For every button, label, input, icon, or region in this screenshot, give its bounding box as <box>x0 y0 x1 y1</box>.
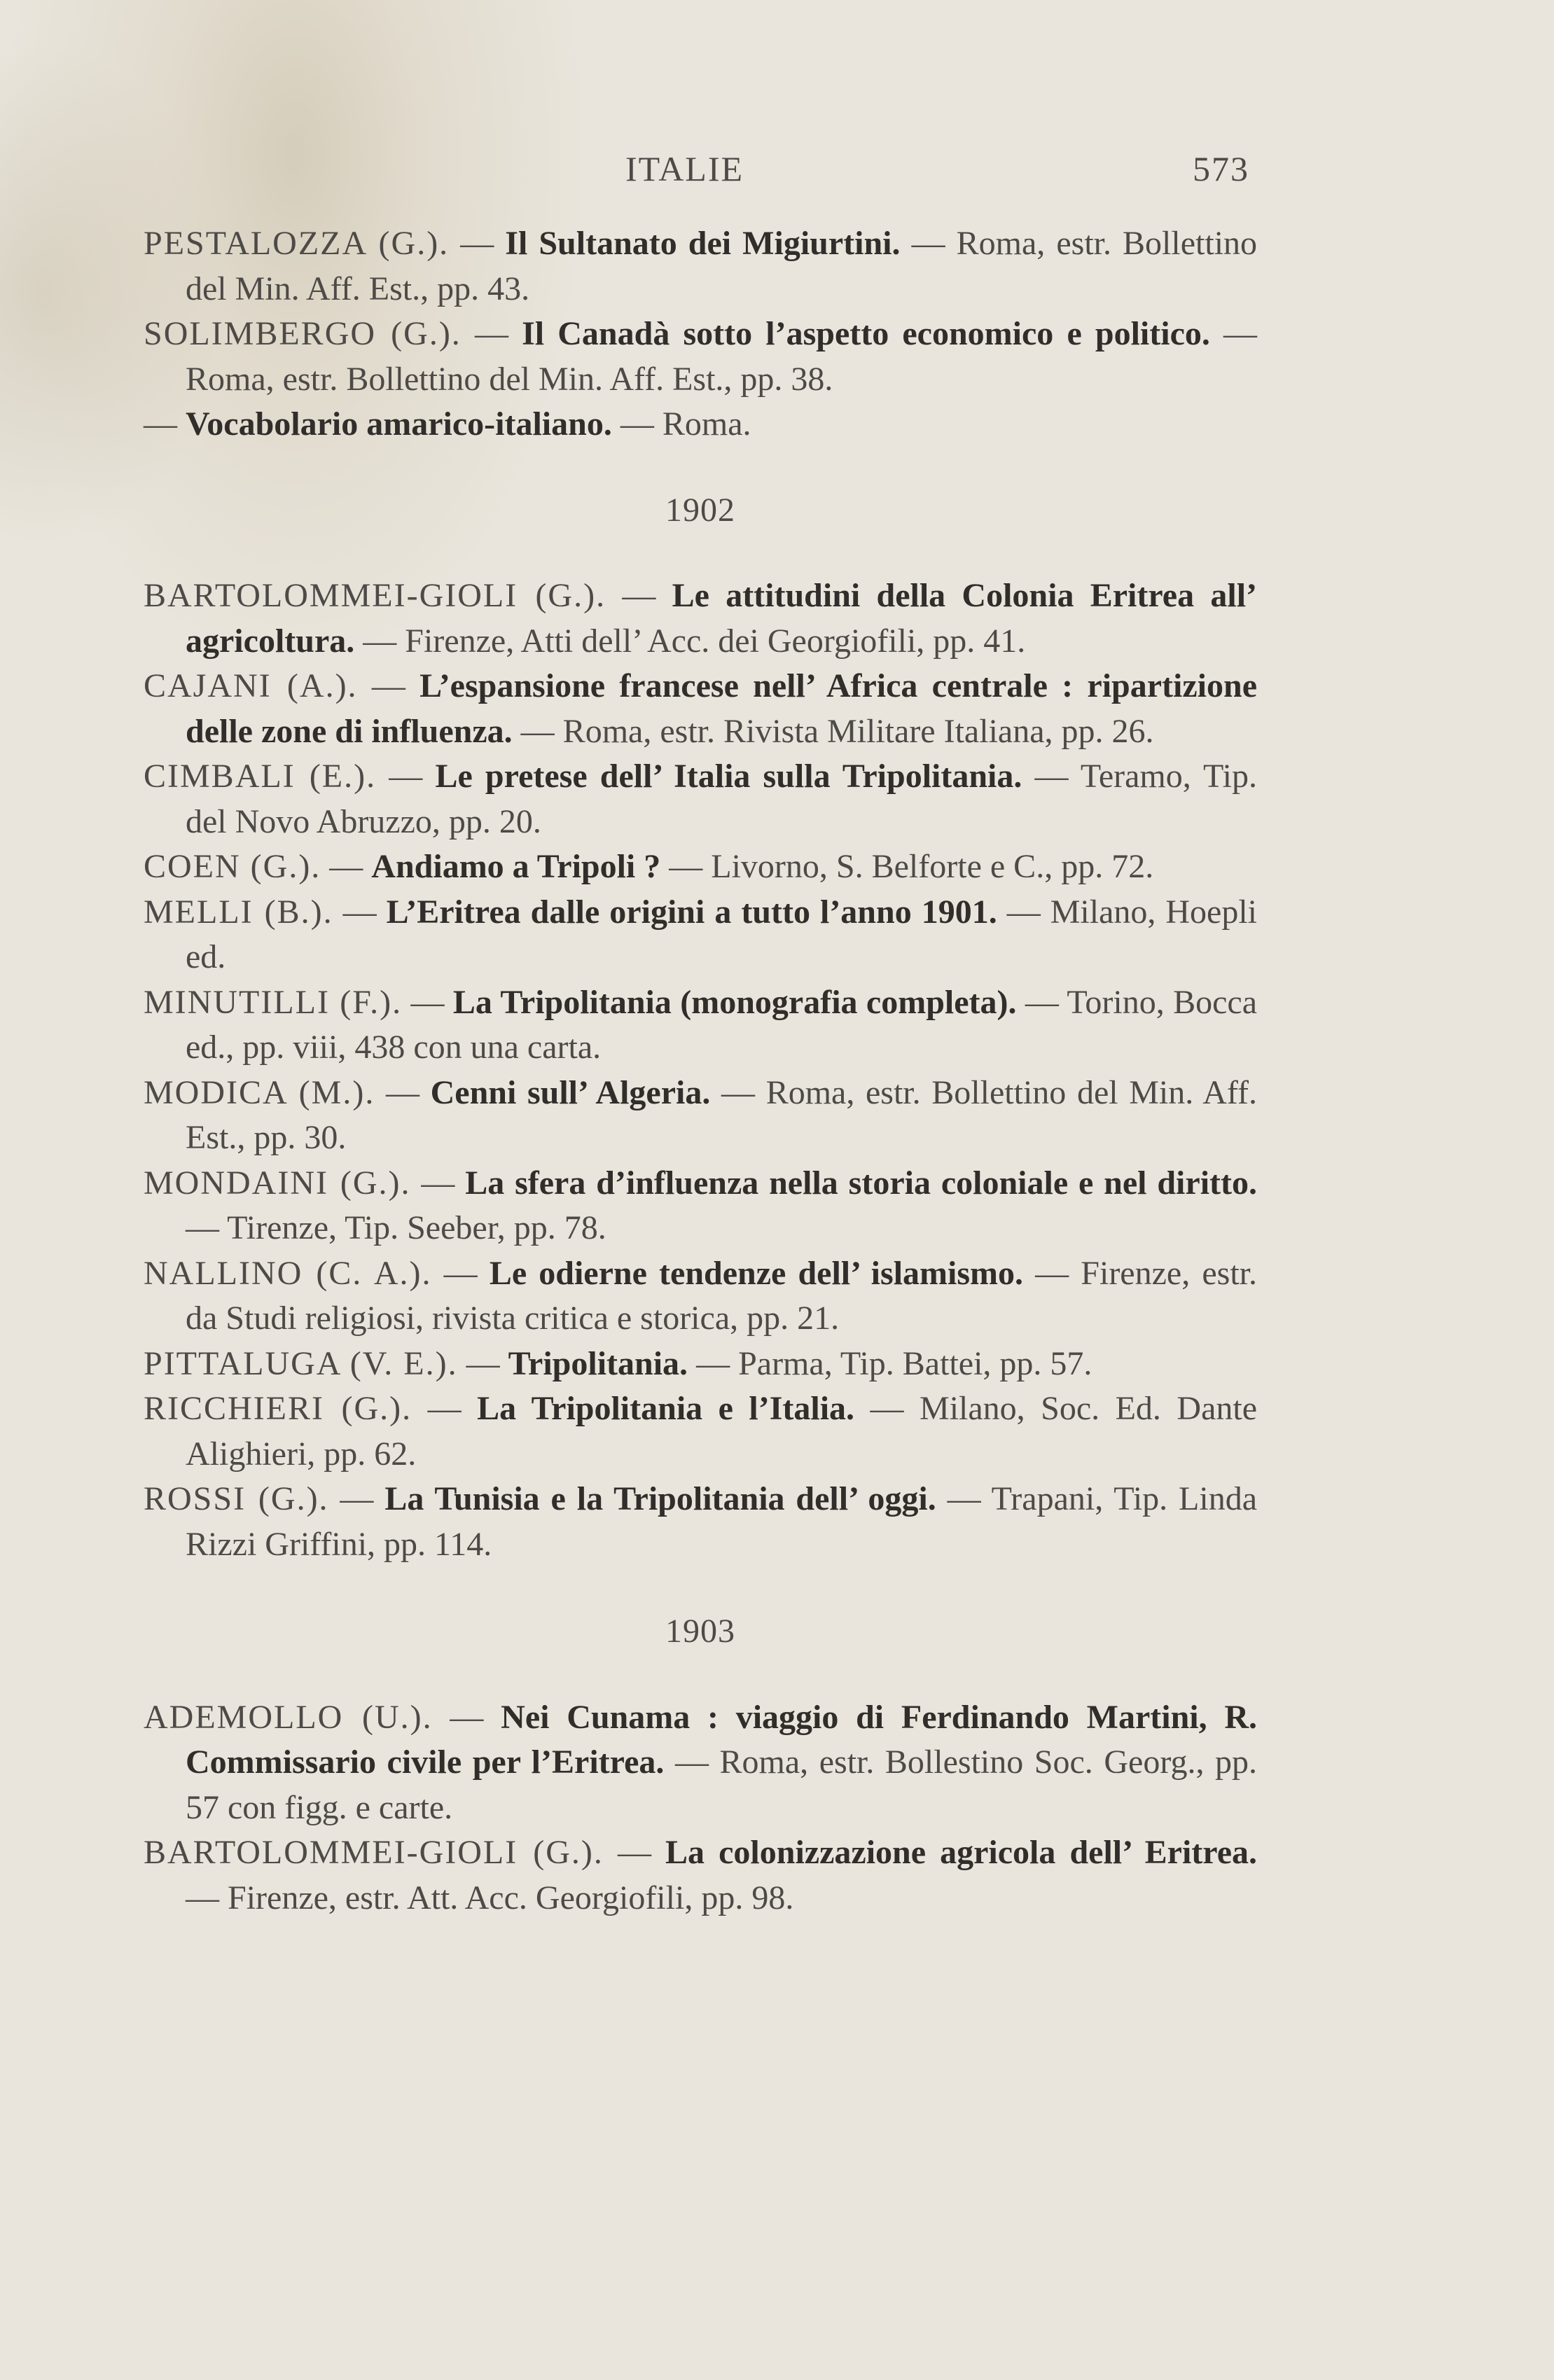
entry-publication: Firenze, estr. da Studi religiosi, rivista critica e storica, pp. 21. <box>186 1254 1257 1337</box>
bib-entry <box>144 754 1257 844</box>
entry-publication: Roma, estr. Bollettino del Min. Aff. Est., pp. 43. <box>186 225 1258 307</box>
entry-author: PESTALOZZA (G.). <box>144 225 450 262</box>
entry-title: La sfera d’influenza nella storia coloniale e nel diritto. <box>465 1164 1258 1202</box>
entry-dash: — <box>186 1209 228 1246</box>
entry-title: La colonizzazione agricola dell’ Eritrea. <box>665 1834 1258 1871</box>
bib-entry <box>144 1342 1257 1387</box>
entry-dash: — <box>328 1480 385 1517</box>
entry-author: MINUTILLI (F.). <box>144 983 403 1021</box>
bib-entry <box>144 664 1257 754</box>
entry-publication: Firenze, estr. Att. Acc. Georgiofili, pp. 98. <box>228 1879 794 1916</box>
entry-dash: — <box>410 1164 466 1202</box>
entry-dash: — <box>431 1254 490 1292</box>
entry-author: MELLI (B.). <box>144 893 333 931</box>
entry-publication: Roma, estr. Bollettino del Min. Aff. Est., pp. 30. <box>186 1073 1258 1156</box>
entry-dash: — <box>606 577 672 614</box>
entry-dash: — <box>997 893 1050 931</box>
entry-author: MONDAINI (G.). <box>144 1164 411 1202</box>
entry-title: La Tunisia e la Tripolitania dell’ oggi. <box>384 1480 936 1517</box>
entry-dash: — <box>688 1344 739 1382</box>
entry-publication: Livorno, S. Belforte e C., pp. 72. <box>711 848 1154 885</box>
bib-entry <box>144 844 1257 890</box>
entry-title: Tripolitania. <box>508 1344 688 1382</box>
bib-entry <box>144 980 1257 1071</box>
entry-title: Nei Cunama : viaggio di Ferdinando Martini, R. Commissario civile per l’Eritrea. <box>186 1698 1258 1781</box>
entry-dash: — <box>900 225 957 262</box>
entry-dash: — <box>1209 315 1258 352</box>
entry-dash: — <box>333 893 387 931</box>
entry-publication: Milano, Soc. Ed. Dante Alighieri, pp. 62. <box>186 1390 1258 1473</box>
entry-dash: — <box>611 405 662 443</box>
entry-publication: Trapani, Tip. Linda Rizzi Griffini, pp. 114. <box>186 1480 1258 1563</box>
entry-author: NALLINO (C. A.). <box>144 1254 432 1292</box>
entry-title: La Tripolitania e l’Italia. <box>477 1390 855 1427</box>
entry-publication: Roma. <box>662 405 751 443</box>
entry-author: CIMBALI (E.). <box>144 758 377 795</box>
entry-dash: — <box>854 1390 920 1427</box>
entry-author: ADEMOLLO (U.). <box>144 1698 433 1736</box>
entry-publication: Tirenze, Tip. Seeber, pp. 78. <box>227 1209 606 1246</box>
bib-entry <box>144 1251 1257 1342</box>
section-continued <box>144 221 1257 447</box>
entry-title: Andiamo a Tripoli ? <box>371 848 661 885</box>
entry-dash: — <box>375 1073 431 1111</box>
bib-entry <box>144 890 1257 980</box>
entry-publication: Roma, estr. Bollettino del Min. Aff. Est., pp. 38. <box>186 360 833 398</box>
entry-author: PITTALUGA (V. E.). <box>144 1344 458 1382</box>
entry-title: Cenni sull’ Algeria. <box>430 1073 711 1111</box>
entry-dash: — <box>512 712 563 750</box>
bib-entry <box>144 1830 1257 1921</box>
entry-publication: Parma, Tip. Battei, pp. 57. <box>738 1344 1092 1382</box>
entry-author: ROSSI (G.). <box>144 1480 329 1517</box>
entry-publication: Firenze, Atti dell’ Acc. dei Georgiofili, pp. 41. <box>405 622 1026 660</box>
entry-title: L’espansione francese nell’ Africa centrale : ripartizione delle zone di influenza. <box>186 667 1258 750</box>
section-1903 <box>144 1609 1257 1921</box>
entry-publication: Teramo, Tip. del Novo Abruzzo, pp. 20. <box>186 758 1258 840</box>
entry-dash: — <box>402 983 453 1021</box>
entry-author: SOLIMBERGO (G.). <box>144 315 462 352</box>
page-number: 573 <box>1193 149 1249 188</box>
entry-dash: — <box>1023 1254 1081 1292</box>
entry-author: MODICA (M.). <box>144 1073 375 1111</box>
entry-author: BARTOLOMMEI-GIOLI (G.). <box>144 1834 604 1871</box>
entry-publication: Roma, estr. Rivista Militare Italiana, pp. 26. <box>562 712 1154 750</box>
entry-dash: — <box>664 1744 720 1781</box>
entry-dash: — <box>457 1344 508 1382</box>
entry-dash: — <box>144 405 186 443</box>
entry-title: Le pretese dell’ Italia sulla Tripolitania. <box>435 758 1022 795</box>
entry-author: RICCHIERI (G.). <box>144 1390 412 1427</box>
bib-entry <box>144 1695 1257 1831</box>
year-heading: 1902 <box>665 491 735 529</box>
running-title: ITALIE <box>625 149 744 188</box>
entry-publication: Milano, Hoepli ed. <box>186 893 1258 975</box>
bib-entry <box>144 1477 1257 1567</box>
running-head <box>0 148 1554 190</box>
entry-dash: — <box>660 848 712 885</box>
entry-title: La Tripolitania (monografia completa). <box>452 983 1017 1021</box>
entry-dash: — <box>710 1073 766 1111</box>
entry-dash: — <box>432 1698 501 1736</box>
bibliography-column <box>144 221 1257 1921</box>
year-heading: 1903 <box>665 1613 735 1650</box>
bib-entry <box>144 402 1257 447</box>
bib-entry <box>144 1071 1257 1161</box>
entry-dash: — <box>321 848 372 885</box>
bib-entry <box>144 312 1257 402</box>
bib-entry <box>144 573 1257 664</box>
entry-dash: — <box>376 758 436 795</box>
entry-dash: — <box>186 1879 228 1916</box>
entry-publication: Roma, estr. Bollestino Soc. Georg., pp. 57 con figg. e carte. <box>186 1744 1257 1826</box>
entry-title: Vocabolario amarico-italiano. <box>186 405 612 443</box>
entry-dash: — <box>1022 758 1081 795</box>
entry-publication: Torino, Bocca ed., pp. viii, 438 con una carta. <box>186 983 1257 1066</box>
entry-dash: — <box>461 315 522 352</box>
entry-title: Le attitudini della Colonia Eritrea all’ agricoltura. <box>186 577 1258 660</box>
entry-dash: — <box>412 1390 478 1427</box>
entry-title: Le odierne tendenze dell’ islamismo. <box>489 1254 1024 1292</box>
entry-dash: — <box>449 225 506 262</box>
entry-author: CAJANI (A.). <box>144 667 358 704</box>
entry-dash: — <box>603 1834 666 1871</box>
bib-entry <box>144 221 1257 312</box>
entry-dash: — <box>1016 983 1067 1021</box>
bib-entry <box>144 1161 1257 1251</box>
entry-title: Il Sultanato dei Migiurtini. <box>505 225 901 262</box>
entry-dash: — <box>354 622 405 660</box>
section-1902 <box>144 488 1257 1568</box>
bib-entry <box>144 1386 1257 1477</box>
entry-title: Il Canadà sotto l’aspetto economico e politico. <box>522 315 1210 352</box>
entry-dash: — <box>936 1480 992 1517</box>
entry-dash: — <box>357 667 420 704</box>
entry-author: BARTOLOMMEI-GIOLI (G.). <box>144 577 606 614</box>
entry-author: COEN (G.). <box>144 848 321 885</box>
entry-title: L’Eritrea dalle origini a tutto l’anno 1901. <box>386 893 997 931</box>
